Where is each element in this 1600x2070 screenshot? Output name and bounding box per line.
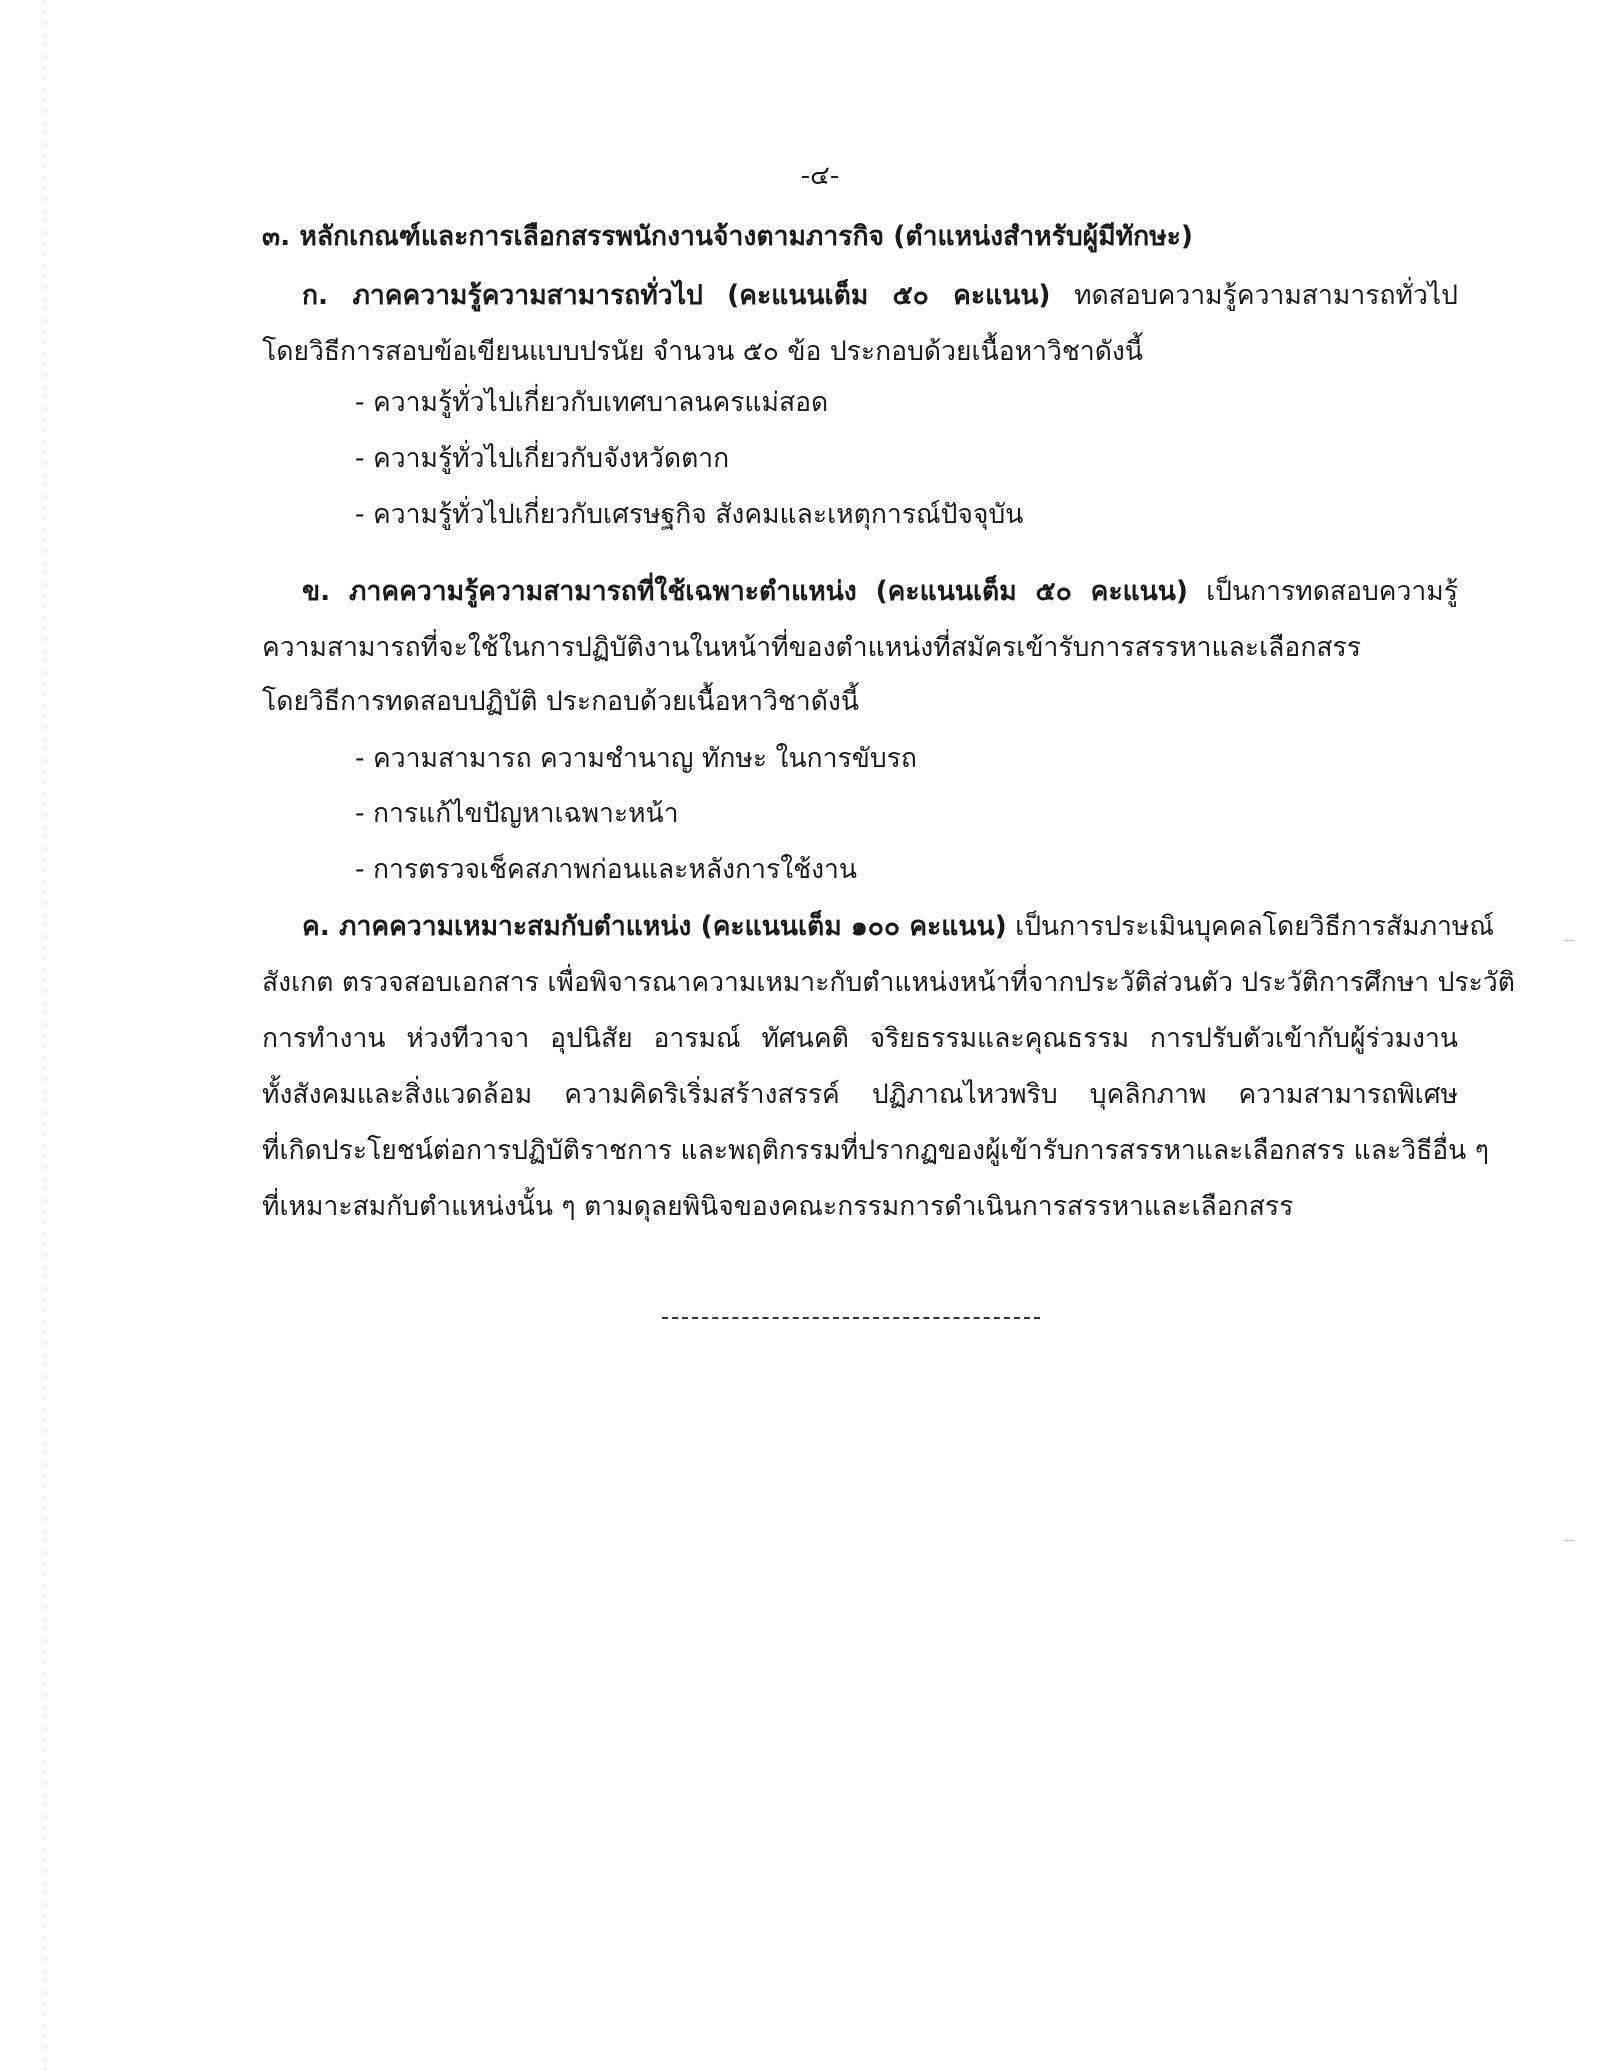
section-a-item: - ความรู้ทั่วไปเกี่ยวกับเศรษฐกิจ สังคมและเหตุการณ์ปัจจุบัน: [355, 499, 1024, 530]
section-heading: ๓. หลักเกณฑ์และการเลือกสรรพนักงานจ้างตามภารกิจ (ตำแหน่งสำหรับผู้มีทักษะ): [262, 221, 1194, 252]
section-b-line-2: [262, 630, 1458, 666]
section-a-item: - ความรู้ทั่วไปเกี่ยวกับเทศบาลนครแม่สอด: [355, 387, 829, 418]
section-c-line-text: สังเกต ตรวจสอบเอกสาร เพื่อพิจารณาความเหมาะกับตำแหน่งหน้าที่จากประวัติส่วนตัว ประวัติการศึกษา ประวัติ: [262, 967, 1515, 998]
section-c-line: [262, 1077, 1458, 1113]
section-a-line-2: โดยวิธีการสอบข้อเขียนแบบปรนัย จำนวน ๕๐ ข้อ ประกอบด้วยเนื้อหาวิชาดังนี้: [262, 336, 1143, 367]
section-b-line-2-text: ความสามารถที่จะใช้ในการปฏิบัติงานในหน้าที่ของตำแหน่งที่สมัครเข้ารับการสรรหาและเลือกสรร: [262, 632, 1362, 663]
page-number: -๔-: [800, 161, 840, 191]
section-c-line: [262, 1133, 1489, 1169]
section-c-last-line: ที่เหมาะสมกับตำแหน่งนั้น ๆ ตามดุลยพินิจของคณะกรรมการดำเนินการสรรหาและเลือกสรร: [262, 1191, 1294, 1222]
section-c-line: [262, 1021, 1458, 1057]
section-b-line-3: โดยวิธีการทดสอบปฏิบัติ ประกอบด้วยเนื้อหาวิชาดังนี้: [262, 686, 859, 717]
end-of-section-rule: [662, 1317, 1040, 1319]
section-c-line-text: การทำงาน ห่วงทีวาจา อุปนิสัย อารมณ์ ทัศนคติ จริยธรรมและคุณธรรม การปรับตัวเข้ากับผู้ร่วมงาน: [262, 1023, 1458, 1054]
section-b-title: ข. ภาคความรู้ความสามารถที่ใช้เฉพาะตำแหน่ง (คะแนนเต็ม ๕๐ คะแนน): [302, 576, 1189, 607]
section-b-item: - การตรวจเช็คสภาพก่อนและหลังการใช้งาน: [355, 854, 858, 885]
scan-tick-artifact: [1564, 940, 1574, 941]
section-a-intro: ทดสอบความรู้ความสามารถทั่วไป: [1050, 280, 1458, 311]
section-a-first-line: [302, 278, 1458, 314]
section-b-intro: เป็นการทดสอบความรู้: [1188, 576, 1458, 607]
scan-tick-artifact: [1564, 1540, 1574, 1541]
section-c-line: [262, 965, 1515, 1001]
section-c-line-text: ที่เกิดประโยชน์ต่อการปฏิบัติราชการ และพฤติกรรมที่ปรากฏของผู้เข้ารับการสรรหาและเลือกสรร และวิธีอื่น ๆ: [262, 1135, 1489, 1166]
section-a-title: ก. ภาคความรู้ความสามารถทั่วไป (คะแนนเต็ม ๕๐ คะแนน): [302, 280, 1051, 311]
section-c-first-line: [302, 909, 1494, 945]
section-b-first-line: [302, 574, 1458, 610]
section-c-title: ค. ภาคความเหมาะสมกับตำแหน่ง (คะแนนเต็ม ๑๐๐ คะแนน): [302, 911, 1007, 942]
section-b-item: - การแก้ไขปัญหาเฉพาะหน้า: [355, 798, 679, 829]
section-c-line-text: ทั้งสังคมและสิ่งแวดล้อม ความคิดริเริ่มสร้างสรรค์ ปฏิภาณไหวพริบ บุคลิกภาพ ความสามารถพิเศษ: [262, 1079, 1458, 1110]
scan-edge-artifact: [44, 0, 46, 2070]
section-c-intro: เป็นการประเมินบุคคลโดยวิธีการสัมภาษณ์: [1006, 911, 1494, 942]
section-b-item: - ความสามารถ ความชำนาญ ทักษะ ในการขับรถ: [355, 743, 917, 774]
section-a-item: - ความรู้ทั่วไปเกี่ยวกับจังหวัดตาก: [355, 443, 730, 474]
